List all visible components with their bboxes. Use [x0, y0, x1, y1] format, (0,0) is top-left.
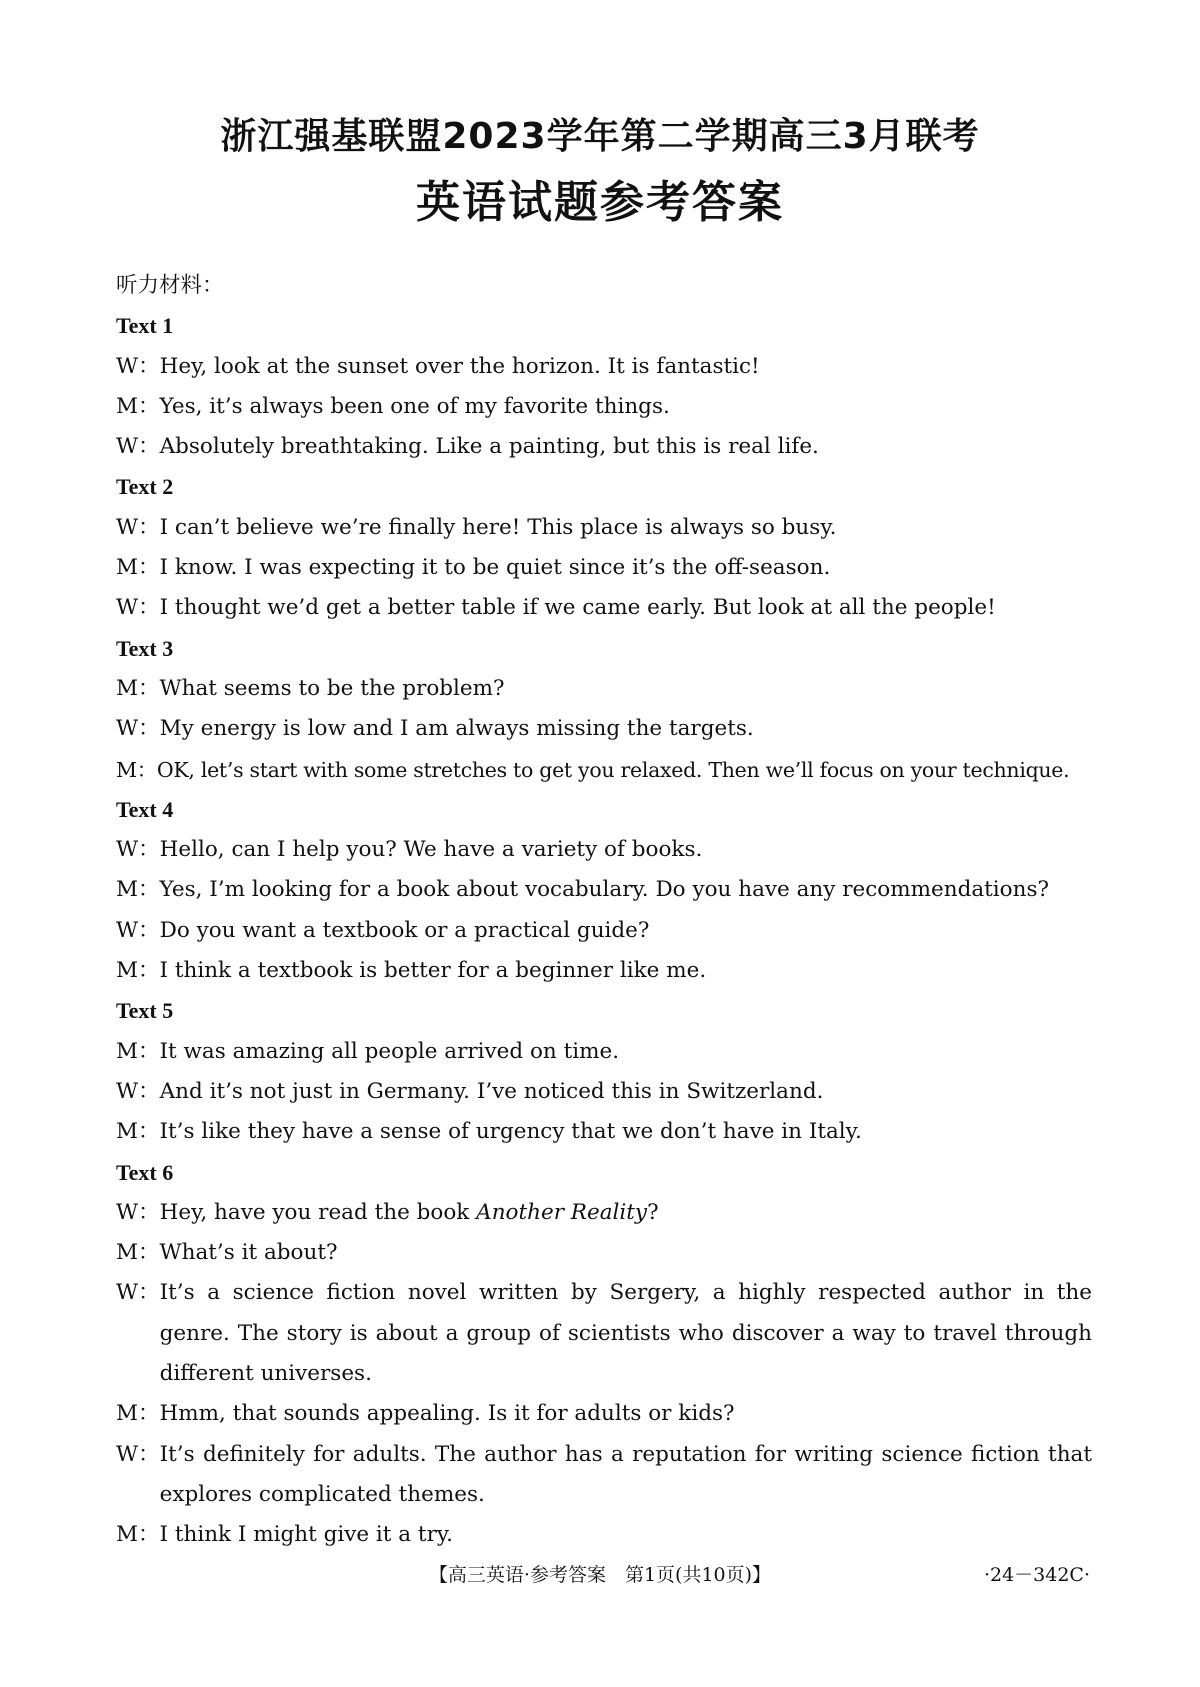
text-label: Text 6 — [116, 1159, 174, 1185]
speaker: W： — [116, 1280, 160, 1306]
utterance: Yes, I’m looking for a book about vocabulary. Do you have any recommendations? — [159, 877, 1050, 903]
page-subtitle: 英语试题参考答案 — [416, 177, 784, 228]
speaker: M： — [116, 1240, 160, 1266]
dialogue-turn — [116, 669, 1092, 709]
utterance: Absolutely breathtaking. Like a painting, but this is real life. — [159, 434, 819, 460]
utterance: It’s like they have a sense of urgency that we don’t have in Italy. — [159, 1119, 862, 1145]
dialogue-turn — [116, 347, 1092, 387]
utterance: I think a textbook is better for a beginner like me. — [159, 958, 707, 984]
speaker: M： — [116, 1038, 160, 1064]
utterance: What seems to be the problem? — [159, 675, 505, 701]
speaker: M： — [116, 1401, 160, 1427]
utterance: I think I might give it a try. — [159, 1522, 453, 1548]
speaker: W： — [116, 353, 160, 379]
book-title: Another Reality — [476, 1199, 648, 1225]
dialogue-turn — [116, 1435, 1092, 1516]
dialogue-turn — [116, 508, 1092, 548]
speaker: M： — [116, 1522, 160, 1548]
speaker: M： — [116, 675, 160, 701]
utterance: My energy is low and I am always missing the targets. — [159, 716, 754, 742]
dialogue-turn — [116, 750, 1092, 790]
dialogue-turn — [116, 709, 1092, 749]
dialogue-turn — [116, 911, 1092, 951]
utterance-text: ? — [647, 1199, 659, 1225]
speaker: M： — [116, 1119, 160, 1145]
speaker: W： — [116, 716, 160, 742]
dialogue-turn — [116, 870, 1092, 910]
speaker: W： — [116, 434, 160, 460]
speaker: W： — [116, 595, 160, 621]
speaker: W： — [116, 917, 160, 943]
speaker: M： — [116, 877, 160, 903]
utterance: I thought we’d get a better table if we came early. But look at all the people! — [159, 595, 996, 621]
dialogue-turn — [116, 1394, 1092, 1434]
dialogue-turn — [116, 1072, 1092, 1112]
speaker: M： — [116, 555, 160, 581]
speaker: W： — [116, 1078, 160, 1104]
dialogue-turn — [116, 1515, 1092, 1555]
utterance: Hey, look at the sunset over the horizon. It is fantastic! — [159, 353, 760, 379]
utterance: I can’t believe we’re finally here! This place is always so busy. — [159, 514, 837, 540]
dialogue-turn — [116, 1032, 1092, 1072]
dialogue-turn — [116, 548, 1092, 588]
speaker: W： — [116, 1199, 160, 1225]
speaker: W： — [116, 1441, 160, 1467]
utterance: Hmm, that sounds appealing. Is it for adults or kids? — [159, 1401, 735, 1427]
utterance: And it’s not just in Germany. I’ve noticed this in Switzerland. — [159, 1078, 824, 1104]
footer-page-info: 【高三英语·参考答案 第1页(共10页)】 — [428, 1564, 772, 1586]
utterance: Yes, it’s always been one of my favorite things. — [159, 393, 670, 419]
dialogue-turn — [116, 1112, 1092, 1152]
utterance: I know. I was expecting it to be quiet since it’s the off-season. — [159, 555, 831, 581]
dialogue-turn — [116, 387, 1092, 427]
text-label: Text 3 — [116, 635, 174, 661]
utterance: It was amazing all people arrived on time. — [159, 1038, 620, 1064]
speaker: M： — [116, 393, 160, 419]
utterance: It’s definitely for adults. The author has a reputation for writing science fiction that explores complicated themes. — [159, 1441, 1092, 1507]
dialogue-turn — [116, 951, 1092, 991]
dialogue-turn — [116, 427, 1092, 467]
text-label: Text 1 — [116, 313, 174, 339]
utterance: It’s a science fiction novel written by Sergery, a highly respected author in the genre. The story is about a group of scientists who discover a way to travel through different universes. — [159, 1280, 1092, 1387]
footer-code: ·24－342C· — [983, 1564, 1090, 1586]
dialogue-turn — [116, 1233, 1092, 1273]
text-label: Text 2 — [116, 474, 174, 500]
utterance-text: Hey, have you read the book — [159, 1199, 477, 1225]
page-footer — [0, 1560, 1200, 1590]
utterance: What’s it about? — [159, 1240, 338, 1266]
utterance: OK, let’s start with some stretches to get you relaxed. Then we’ll focus on your technique. — [156, 757, 1070, 782]
utterance: Hello, can I help you? We have a variety of books. — [159, 837, 703, 863]
speaker: W： — [116, 514, 160, 540]
dialogue-turn — [116, 1193, 1092, 1233]
page-title: 浙江强基联盟2023学年第二学期高三3月联考 — [220, 116, 980, 157]
text-label: Text 4 — [116, 796, 174, 822]
speaker: M： — [116, 958, 160, 984]
section-label: 听力材料： — [116, 273, 224, 298]
utterance — [160, 1193, 1092, 1233]
document-body — [116, 266, 1092, 1556]
dialogue-turn — [116, 830, 1092, 870]
dialogue-turn — [116, 1273, 1092, 1394]
text-label: Text 5 — [116, 998, 174, 1024]
speaker: W： — [116, 837, 160, 863]
dialogue-turn — [116, 588, 1092, 628]
speaker: M： — [116, 757, 157, 782]
utterance: Do you want a textbook or a practical guide? — [159, 917, 650, 943]
